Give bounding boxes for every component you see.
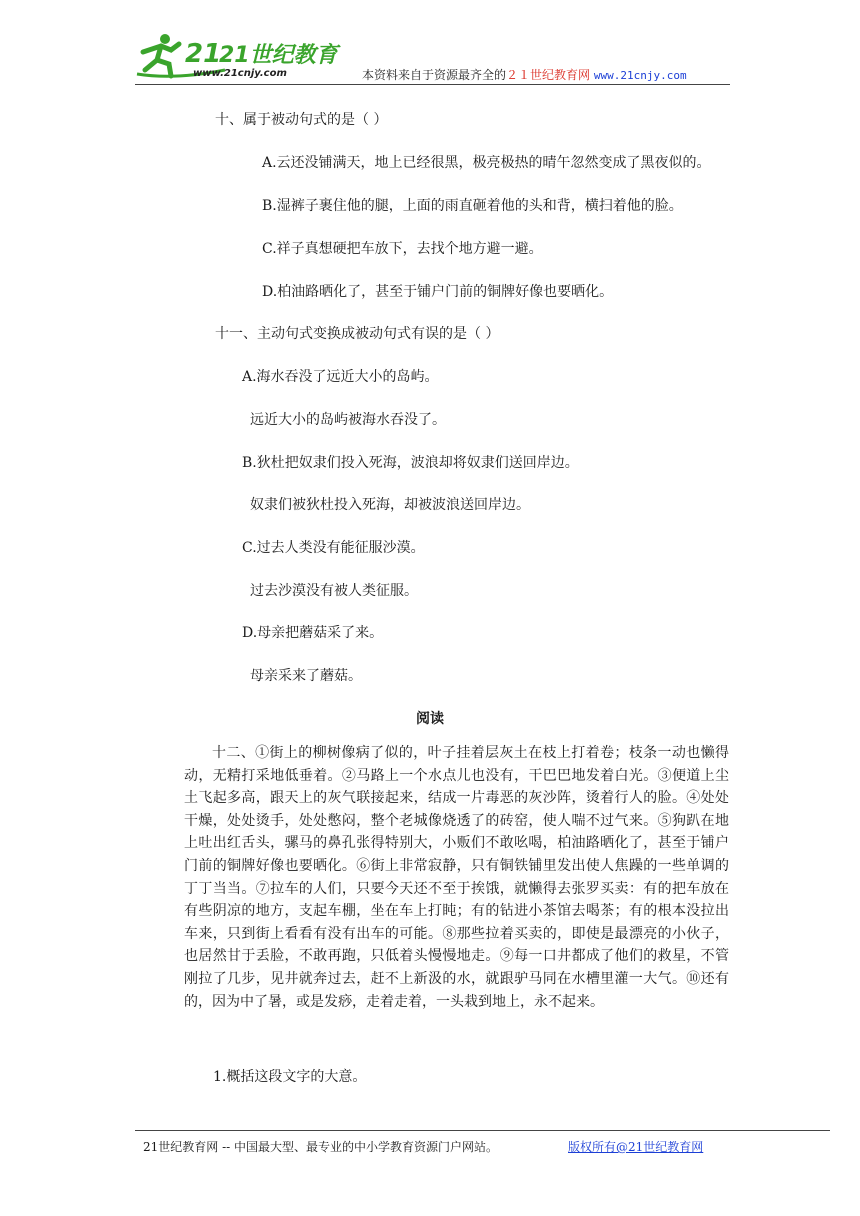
brand-link[interactable]: ２１世纪教育网: [506, 68, 591, 82]
page-header: [0, 0, 860, 90]
question-11-item-b-original: B.狄杜把奴隶们投入死海，波浪却将奴隶们送回岸边。: [242, 455, 579, 471]
footer-divider: [135, 1130, 830, 1131]
svg-text:21世纪教育: 21世纪教育: [219, 43, 338, 68]
question-10-option-d: D.柏油路晒化了，甚至于铺户门前的铜牌好像也要晒化。: [262, 284, 614, 300]
copyright-link[interactable]: 版权所有@21世纪教育网: [568, 1140, 704, 1154]
site-url-link[interactable]: www.21cnjy.com: [593, 69, 687, 82]
question-11-item-a-converted: 远近大小的岛屿被海水吞没了。: [250, 412, 446, 428]
question-10-stem: 十、属于被动句式的是（ ）: [215, 112, 388, 128]
question-11-item-d-original: D.母亲把蘑菇采了来。: [242, 625, 384, 641]
site-logo: [135, 30, 345, 82]
header-divider: [135, 84, 730, 85]
reading-heading: 阅读: [416, 711, 444, 727]
question-10-option-a: A.云还没铺满天，地上已经很黑，极亮极热的晴午忽然变成了黑夜似的。: [262, 155, 711, 171]
svg-text:www.21cnjy.com: www.21cnjy.com: [193, 68, 287, 79]
question-10-option-b: B.湿裤子裹住他的腿，上面的雨直砸着他的头和背，横扫着他的脸。: [262, 198, 683, 214]
svg-text:21: 21: [185, 39, 222, 69]
reading-question-1: 1.概括这段文字的大意。: [213, 1069, 367, 1085]
question-11-item-d-converted: 母亲采来了蘑菇。: [250, 668, 362, 684]
question-11-item-c-converted: 过去沙漠没有被人类征服。: [250, 583, 418, 599]
question-11-stem: 十一、主动句式变换成被动句式有误的是（ ）: [215, 326, 500, 342]
question-11-item-a-original: A.海水吞没了远近大小的岛屿。: [242, 369, 439, 385]
question-11-item-c-original: C.过去人类没有能征服沙漠。: [242, 540, 425, 556]
reading-passage: 十二、①街上的柳树像病了似的，叶子挂着层灰土在枝上打着卷；枝条一动也懒得动，无精打采地低垂着。②马路上一个水点儿也没有，干巴巴地发着白光。③便道上尘土飞起多高，跟天上的灰气联接起来，结成一片毒恶的灰沙阵，烫着行人的脸。④处处干燥，处处烫手，处处憋闷，整个老城像烧透了的砖窑，使人喘不过气来。⑤狗趴在地上吐出红舌头，骡马的鼻孔张得特别大，小贩们不敢吆喝，柏油路晒化了，甚至于铺户门前的铜牌好像也要晒化。⑥街上非常寂静，只有铜铁铺里发出使人焦躁的一些单调的丁丁当当。⑦拉车的人们，只要今天还不至于挨饿，就懒得去张罗买卖：有的把车放在有些阴凉的地方，支起车棚，坐在车上打盹；有的钻进小茶馆去喝茶；有的根本没拉出车来，只到街上看看有没有出车的可能。⑧那些拉着买卖的，即使是最漂亮的小伙子，也居然甘于丢脸，不敢再跑，只低着头慢慢地走。⑨每一口井都成了他们的救星，不管刚拉了几步，见井就奔过去，赶不上新汲的水，就跟驴马同在水槽里灌一大气。⑩还有的，因为中了暑，或是发痧，走着走着，一头栽到地上，永不起来。: [184, 745, 729, 1010]
question-10-option-c: C.祥子真想硬把车放下，去找个地方避一避。: [262, 241, 543, 257]
footer-text: 21世纪教育网 -- 中国最大型、最专业的中小学教育资源门户网站。: [143, 1140, 499, 1154]
header-notice: 本资料来自于资源最齐全的２１世纪教育网 www.21cnjy.com: [362, 68, 687, 82]
question-11-item-b-converted: 奴隶们被狄杜投入死海，却被波浪送回岸边。: [250, 497, 530, 513]
